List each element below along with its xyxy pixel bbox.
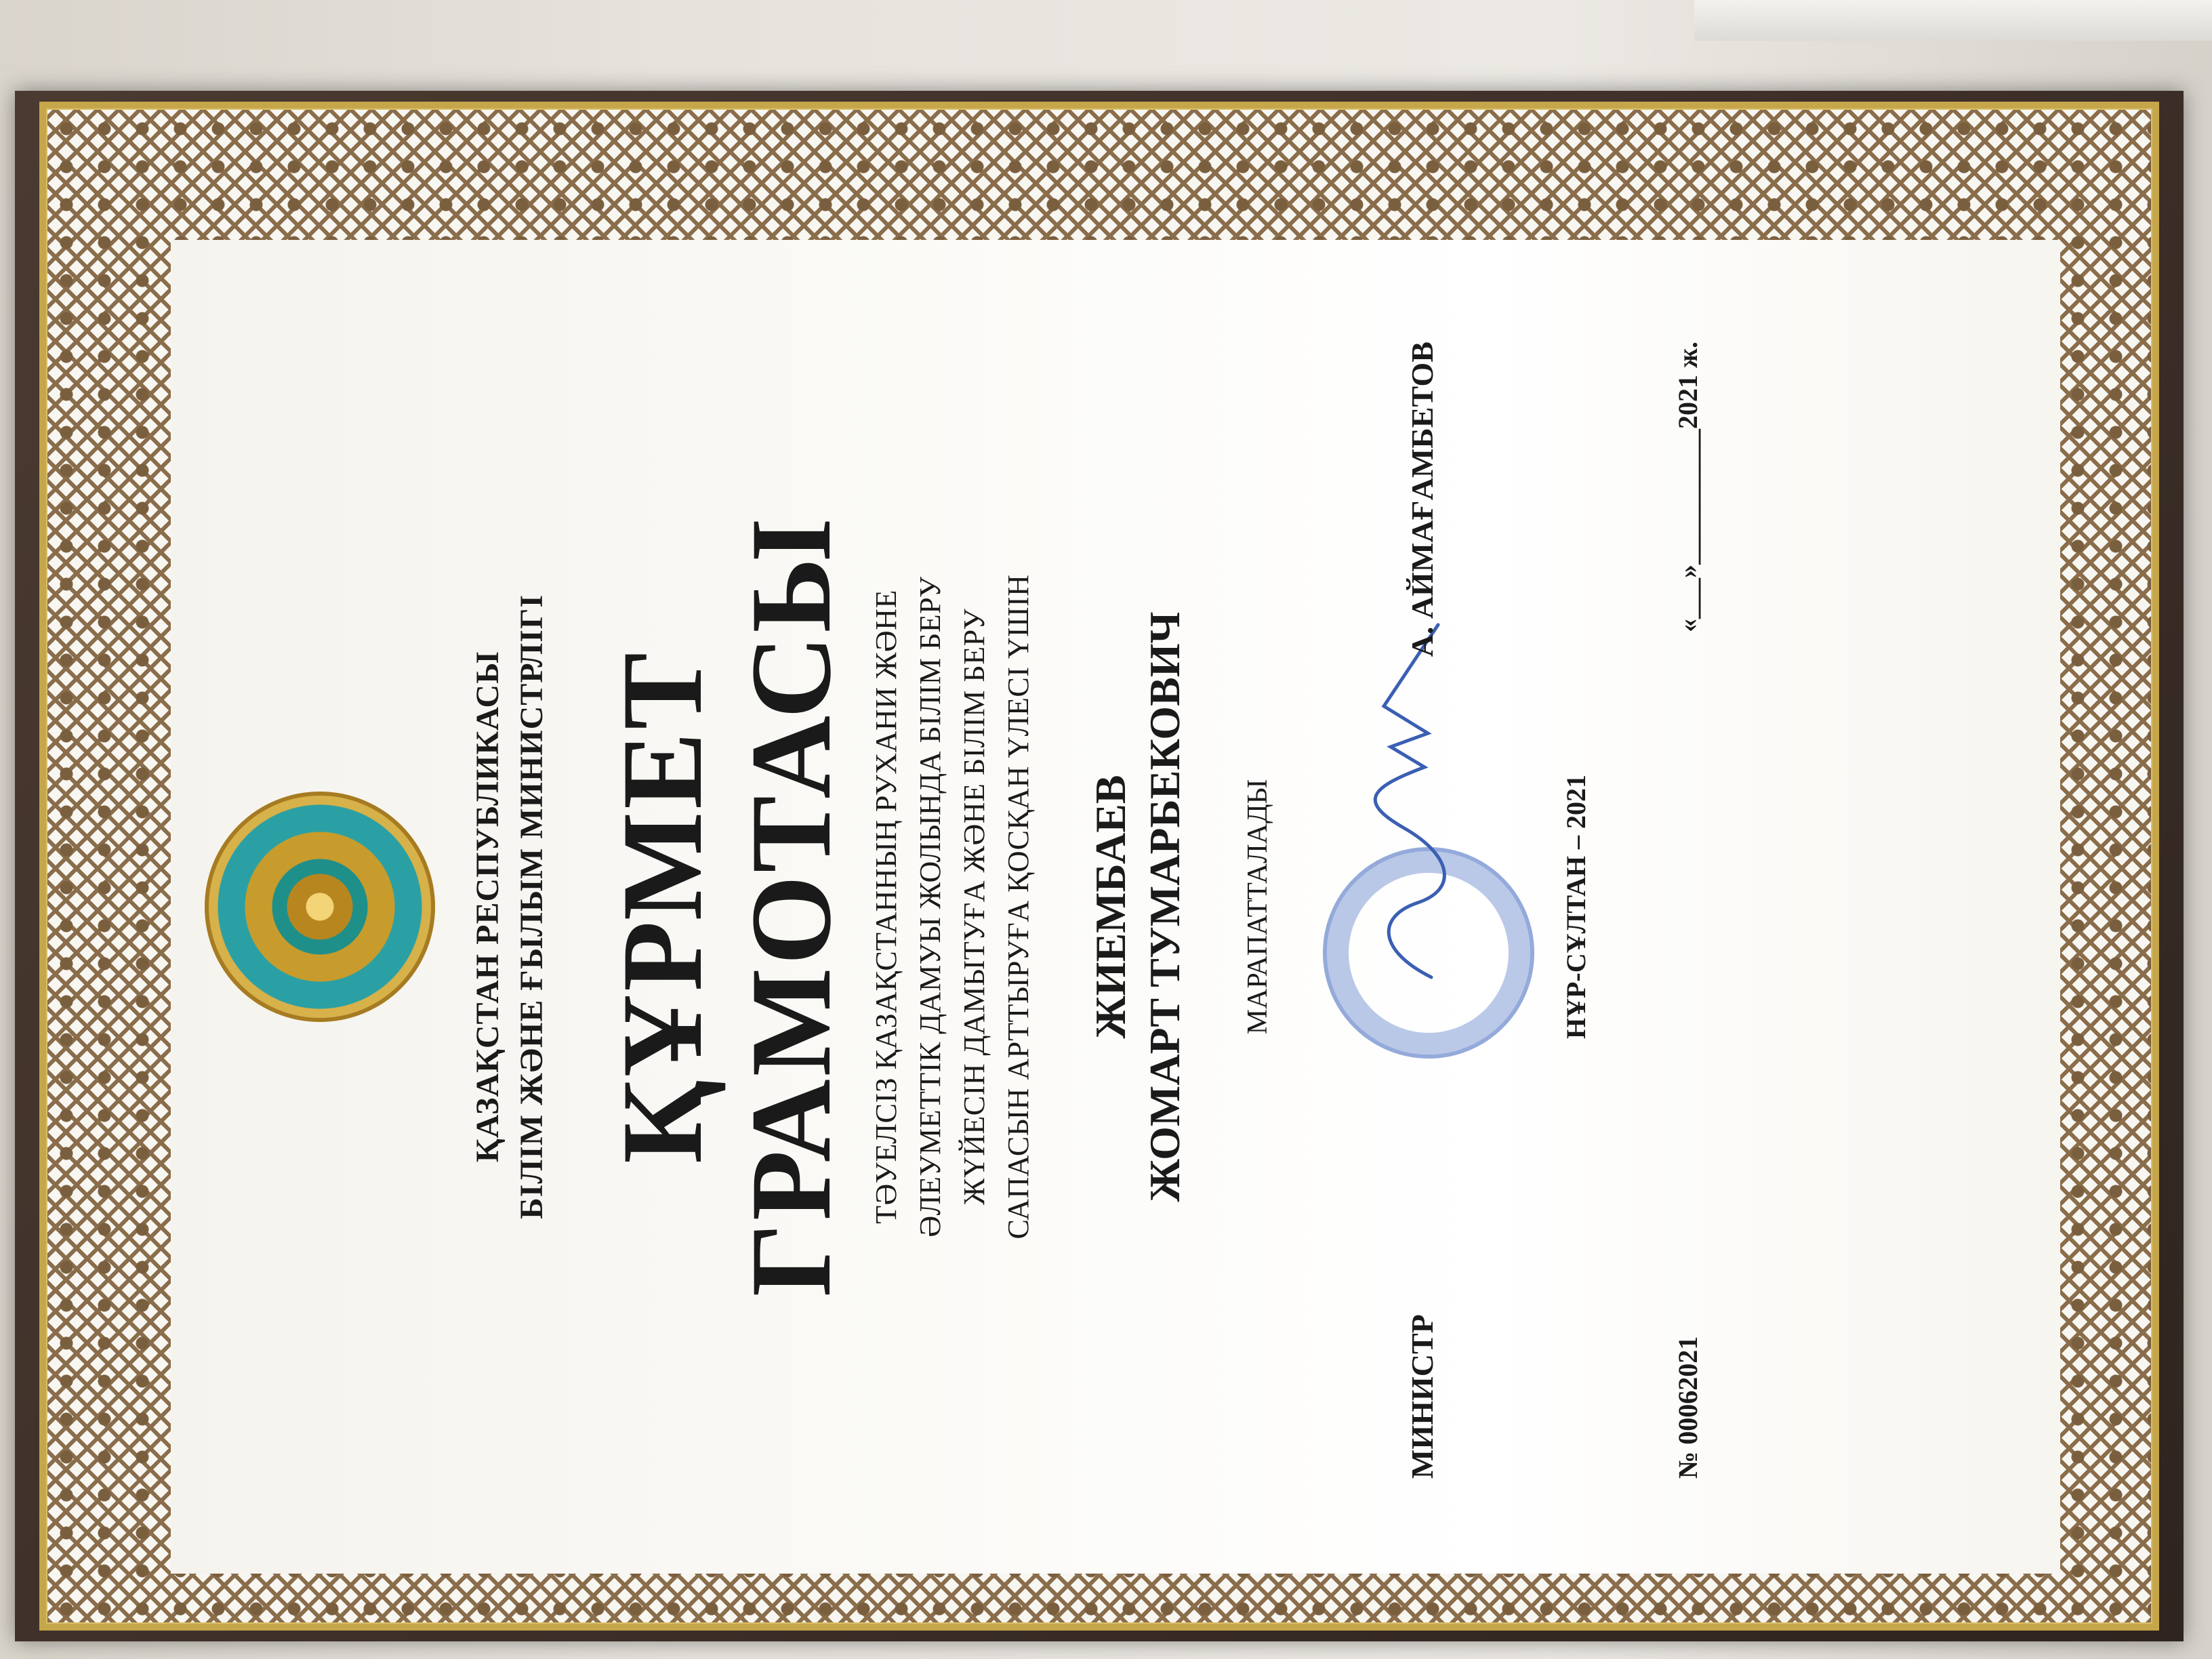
ministry-line-2: БІЛІМ ЖӘНЕ ҒЫЛЫМ МИНИСТРЛІГІ bbox=[514, 594, 550, 1220]
body-line-1: ТӘУЕЛСІЗ ҚАЗАҚСТАННЫҢ РУХАНИ ЖӘНЕ bbox=[869, 590, 903, 1224]
awarded-text: МАРАПАТТАЛАДЫ bbox=[1242, 779, 1273, 1035]
certificate-content bbox=[171, 240, 2060, 1574]
recipient-given-name: ЖОМАРТ ТУМАРБЕКОВИЧ bbox=[1141, 611, 1189, 1202]
ministry-line-1: ҚАЗАҚСТАН РЕСПУБЛИКАСЫ bbox=[470, 651, 506, 1163]
background-paper bbox=[1694, 0, 2212, 41]
signer-name: А. АЙМАҒАМБЕТОВ bbox=[1405, 342, 1439, 657]
certificate-sheet bbox=[171, 240, 2060, 1574]
title-line-1: ҚҰРМЕТ bbox=[598, 650, 726, 1164]
title-line-2: ГРАМОТАСЫ bbox=[727, 516, 855, 1297]
picture-frame bbox=[15, 91, 2184, 1641]
city-year: НҰР-СҰЛТАН – 2021 bbox=[1561, 774, 1591, 1040]
minister-label: МИНИСТР bbox=[1405, 1314, 1439, 1479]
body-line-4: САПАСЫН АРТТЫРУҒА ҚОСҚАН ҮЛЕСІ ҮШІН bbox=[1002, 574, 1035, 1240]
body-line-2: ӘЛЕУМЕТТІК ДАМУЫ ЖОЛЫНДА БІЛІМ БЕРУ bbox=[914, 576, 947, 1237]
body-line-3: ЖҮЙЕСІН ДАМЫТУҒА ЖӘНЕ БІЛІМ БЕРУ bbox=[958, 608, 991, 1206]
date-line: «___»__________2021 ж. bbox=[1673, 342, 1703, 633]
state-emblem-icon bbox=[205, 792, 435, 1022]
signature-icon bbox=[1364, 611, 1458, 991]
certificate-number: № 00062021 bbox=[1673, 1336, 1703, 1479]
recipient-surname: ЖИЕМБАЕВ bbox=[1086, 775, 1134, 1039]
